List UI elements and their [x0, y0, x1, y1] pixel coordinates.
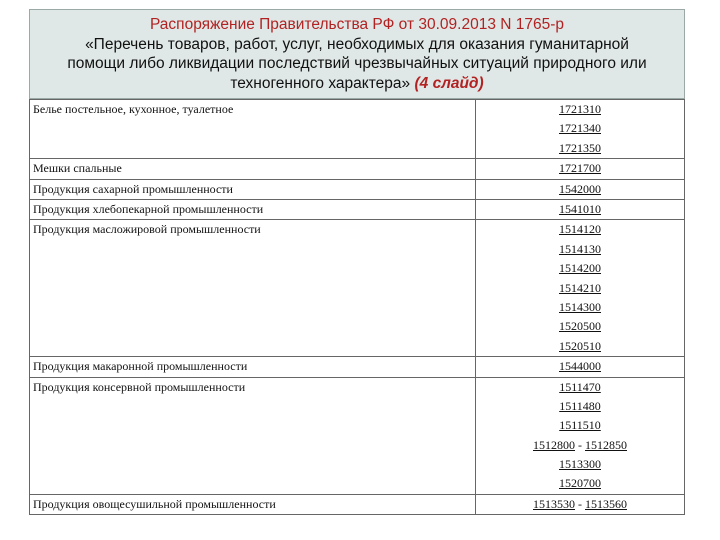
- code-range-separator: -: [575, 496, 585, 511]
- okp-code-link[interactable]: 1514210: [559, 280, 601, 295]
- header-title: Распоряжение Правительства РФ от 30.09.2013 N 1765-р: [149, 16, 565, 33]
- okp-code-link[interactable]: 1520700: [559, 476, 601, 491]
- code-line: [479, 317, 681, 336]
- header-line-4: [30, 74, 684, 94]
- okp-codes-cell: [476, 494, 685, 514]
- table-row: [30, 199, 685, 219]
- codes-table: [29, 99, 685, 515]
- okp-code-link[interactable]: 1512850: [585, 437, 627, 452]
- table-row: [30, 159, 685, 179]
- okp-codes-cell: [476, 100, 685, 159]
- slide-header: [29, 9, 685, 99]
- okp-codes-cell: [476, 377, 685, 494]
- header-line-2: «Перечень товаров, работ, услуг, необходимых для оказания гуманитарной: [85, 35, 629, 53]
- table-row: [30, 377, 685, 494]
- header-line-3: помощи либо ликвидации последствий чрезвычайных ситуаций природного или: [67, 55, 647, 72]
- code-line: [479, 357, 681, 376]
- code-line: [479, 279, 681, 298]
- okp-codes-cell: [476, 159, 685, 179]
- code-line: [479, 378, 681, 397]
- okp-code-link[interactable]: 1514200: [559, 261, 601, 276]
- code-line: [479, 455, 681, 474]
- okp-code-link[interactable]: 1542000: [559, 181, 601, 196]
- okp-codes-cell: [476, 179, 685, 199]
- code-line: [479, 495, 681, 514]
- product-category-cell: [30, 357, 476, 377]
- okp-code-link[interactable]: 1513530: [533, 496, 575, 511]
- okp-codes-cell: [476, 220, 685, 357]
- okp-code-link[interactable]: 1511480: [559, 398, 601, 413]
- product-category-name: Продукция овощесушильной промышленности: [33, 496, 276, 511]
- code-line: [479, 337, 681, 356]
- code-line: [479, 220, 681, 239]
- code-line: [479, 180, 681, 199]
- table-row: [30, 220, 685, 357]
- okp-codes-cell: [476, 357, 685, 377]
- code-line: [479, 397, 681, 416]
- okp-code-link[interactable]: 1514120: [559, 222, 601, 237]
- code-line: [479, 159, 681, 178]
- okp-code-link[interactable]: 1514130: [559, 241, 601, 256]
- product-category-cell: [30, 220, 476, 357]
- product-category-name: Продукция макаронной промышленности: [33, 359, 248, 374]
- product-category-name: Белье постельное, кухонное, туалетное: [33, 102, 234, 116]
- code-line: [479, 139, 681, 158]
- product-category-cell: [30, 159, 476, 179]
- okp-code-link[interactable]: 1520500: [559, 319, 601, 334]
- code-line: [479, 474, 681, 493]
- okp-code-link[interactable]: 1721310: [559, 102, 601, 116]
- code-line: [479, 298, 681, 317]
- product-category-name: Продукция консервной промышленности: [33, 379, 246, 394]
- product-category-cell: [30, 179, 476, 199]
- code-line: [479, 259, 681, 278]
- product-category-name: Продукция сахарной промышленности: [33, 181, 233, 196]
- code-line: [479, 416, 681, 435]
- code-line: [479, 119, 681, 138]
- okp-code-link[interactable]: 1511510: [559, 418, 601, 433]
- product-category-name: Продукция масложировой промышленности: [33, 222, 261, 237]
- table-row: [30, 494, 685, 514]
- okp-code-link[interactable]: 1544000: [559, 359, 601, 374]
- slide-number-note: (4 слайд): [414, 74, 484, 92]
- codes-table-body: [30, 100, 685, 515]
- okp-code-link[interactable]: 1512800: [533, 437, 575, 452]
- okp-code-link[interactable]: 1514300: [559, 299, 601, 314]
- okp-codes-cell: [476, 199, 685, 219]
- product-category-cell: [30, 199, 476, 219]
- okp-code-link[interactable]: 1721700: [559, 161, 601, 176]
- okp-code-link[interactable]: 1520510: [559, 338, 601, 353]
- okp-code-link[interactable]: 1721340: [559, 121, 601, 136]
- code-line: [479, 240, 681, 259]
- table-row: [30, 179, 685, 199]
- okp-code-link[interactable]: 1541010: [559, 201, 601, 216]
- product-category-cell: [30, 494, 476, 514]
- okp-code-link[interactable]: 1721350: [559, 140, 601, 155]
- product-category-cell: [30, 377, 476, 494]
- code-range-separator: -: [575, 437, 585, 452]
- header-line-4-text: техногенного характера»: [230, 74, 411, 92]
- product-category-cell: [30, 100, 476, 159]
- okp-code-link[interactable]: 1511470: [559, 379, 601, 394]
- code-line: [479, 100, 681, 119]
- product-category-name: Продукция хлебопекарной промышленности: [33, 201, 264, 216]
- table-row: [30, 357, 685, 377]
- code-line: [479, 436, 681, 455]
- okp-code-link[interactable]: 1513560: [585, 496, 627, 511]
- table-row: [30, 100, 685, 159]
- product-category-name: Мешки спальные: [33, 161, 122, 176]
- okp-code-link[interactable]: 1513300: [559, 457, 601, 472]
- code-line: [479, 200, 681, 219]
